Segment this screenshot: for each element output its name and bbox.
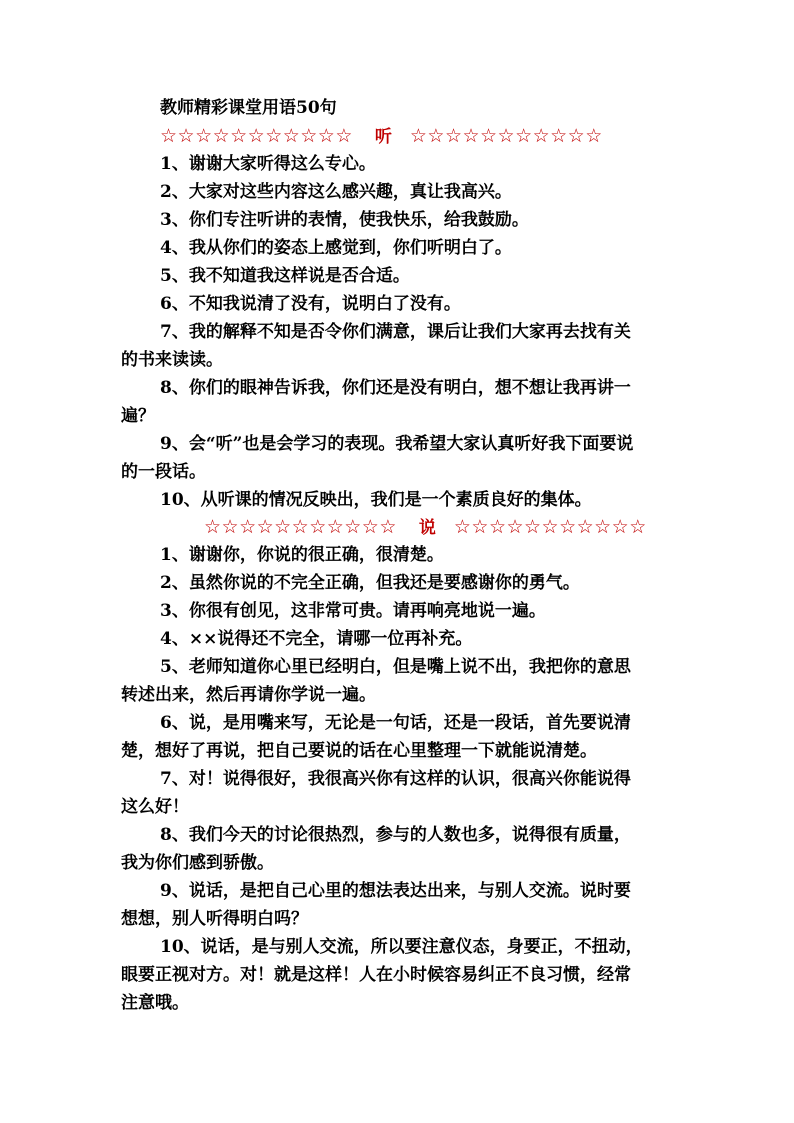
speak-item-6: 6、说，是用嘴来写，无论是一句话，还是一段话，首先要说清 <box>160 713 631 733</box>
listen-item-2: 2、大家对这些内容这么感兴趣，真让我高兴。 <box>160 182 512 202</box>
speak-item-8: 8、我们今天的讨论很热烈，参与的人数也多，说得很有质量， <box>160 825 631 845</box>
speak-item-3: 3、你很有创见，这非常可贵。请再响亮地说一遍。 <box>160 601 546 621</box>
section-heading-speak: 说 <box>418 518 436 538</box>
speak-item-10: 10、说话，是与别人交流，所以要注意仪态，身要正，不扭动， <box>160 937 643 957</box>
stars-decoration-left: ☆☆☆☆☆☆☆☆☆☆☆ <box>204 516 397 538</box>
speak-item-7-cont: 这么好！ <box>121 797 189 817</box>
speak-item-7: 7、对！说得很好，我很高兴你有这样的认识，很高兴你能说得 <box>160 769 631 789</box>
stars-decoration-right: ☆☆☆☆☆☆☆☆☆☆☆ <box>409 125 603 147</box>
listen-item-9-cont: 的一段话。 <box>121 462 206 482</box>
speak-item-10-cont-2: 注意哦。 <box>121 993 189 1013</box>
speak-item-6-cont: 楚，想好了再说，把自己要说的话在心里整理一下就能说清楚。 <box>121 741 597 761</box>
listen-item-9: 9、会“听”也是会学习的表现。我希望大家认真听好我下面要说 <box>160 434 634 454</box>
speak-item-10-cont: 眼要正视对方。对！就是这样！人在小时候容易纠正不良习惯，经常 <box>121 965 631 985</box>
section-header-speak <box>204 517 647 538</box>
speak-item-1: 1、谢谢你，你说的很正确，很清楚。 <box>160 545 444 565</box>
listen-item-8-cont: 遍？ <box>121 406 155 426</box>
listen-item-8: 8、你们的眼神告诉我，你们还是没有明白，想不想让我再讲一 <box>160 378 631 398</box>
speak-item-9: 9、说话，是把自己心里的想法表达出来，与别人交流。说时要 <box>160 881 631 901</box>
listen-item-6: 6、不知我说清了没有，说明白了没有。 <box>160 294 461 314</box>
listen-item-4: 4、我从你们的姿态上感觉到，你们听明白了。 <box>160 238 512 258</box>
speak-item-2: 2、虽然你说的不完全正确，但我还是要感谢你的勇气。 <box>160 573 580 593</box>
document-title: 教师精彩课堂用语50句 <box>160 98 337 118</box>
speak-item-4: 4、××说得还不完全，请哪一位再补充。 <box>160 629 473 649</box>
speak-item-5: 5、老师知道你心里已经明白，但是嘴上说不出，我把你的意思 <box>160 657 631 677</box>
speak-item-9-cont: 想想，别人听得明白吗？ <box>121 909 308 929</box>
stars-decoration-right: ☆☆☆☆☆☆☆☆☆☆☆ <box>453 516 647 538</box>
listen-item-7: 7、我的解释不知是否令你们满意，课后让我们大家再去找有关 <box>160 322 631 342</box>
speak-item-5-cont: 转述出来，然后再请你学说一遍。 <box>121 685 376 705</box>
stars-decoration-left: ☆☆☆☆☆☆☆☆☆☆☆ <box>160 125 353 147</box>
listen-item-3: 3、你们专注听讲的表情，使我快乐，给我鼓励。 <box>160 210 529 230</box>
speak-item-8-cont: 我为你们感到骄傲。 <box>121 853 274 873</box>
section-heading-listen: 听 <box>374 127 392 147</box>
listen-item-1: 1、谢谢大家听得这么专心。 <box>160 154 376 174</box>
listen-item-10: 10、从听课的情况反映出，我们是一个素质良好的集体。 <box>160 490 592 510</box>
listen-item-7-cont: 的书来读读。 <box>121 350 223 370</box>
section-header-listen <box>160 126 603 147</box>
listen-item-5: 5、我不知道我这样说是否合适。 <box>160 266 410 286</box>
